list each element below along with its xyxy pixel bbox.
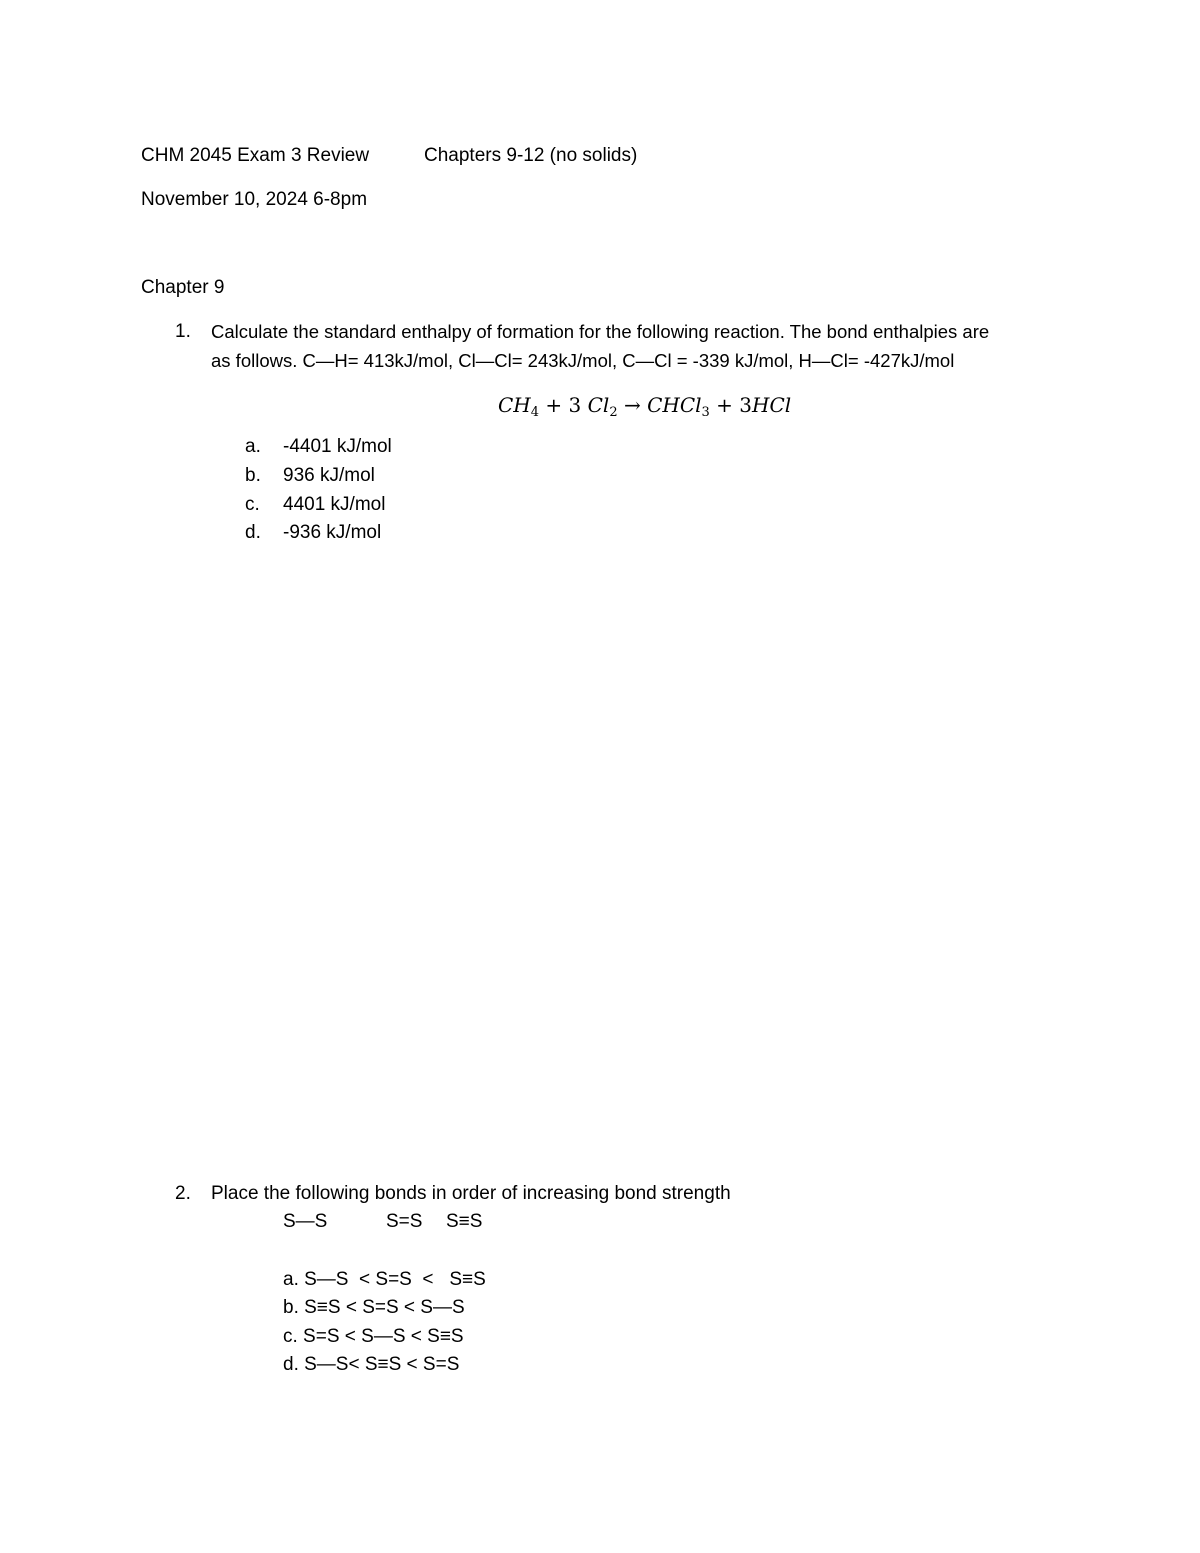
question-2-option-d: d. S—S< S≡S < S=S	[283, 1354, 460, 1375]
question-2-option-a: a. S—S < S=S < S≡S	[283, 1269, 486, 1290]
exam-date: November 10, 2024 6-8pm	[141, 189, 368, 210]
question-1-option-d: d. -936 kJ/mol	[245, 522, 382, 543]
bond-double: S=S	[386, 1211, 423, 1232]
chapter-heading: Chapter 9	[141, 277, 225, 298]
chapter-scope: Chapters 9-12 (no solids)	[424, 145, 638, 166]
question-2-number: 2.	[175, 1183, 191, 1204]
question-1-option-c: c. 4401 kJ/mol	[245, 494, 386, 515]
course-title: CHM 2045 Exam 3 Review	[141, 145, 370, 166]
reaction-equation: $CH_4 + 3$ $Cl_2$ → CHCl$_3$ + 3HCl	[498, 393, 792, 420]
question-2-option-b: b. S≡S < S=S < S—S	[283, 1297, 465, 1318]
question-1-option-b: b. 936 kJ/mol	[245, 465, 375, 486]
bond-triple: S≡S	[446, 1211, 483, 1232]
question-1-text-line1: Calculate the standard enthalpy of formation for the following reaction. The bond enthalpies are	[211, 321, 990, 342]
question-1-number: 1.	[175, 321, 191, 342]
question-2-text: Place the following bonds in order of increasing bond strength	[211, 1183, 731, 1204]
bond-single: S—S	[283, 1211, 328, 1232]
question-2-option-c: c. S=S < S—S < S≡S	[283, 1326, 464, 1347]
question-1-option-a: a. -4401 kJ/mol	[245, 436, 392, 457]
question-1-text-line2: as follows. C—H= 413kJ/mol, Cl—Cl= 243kJ/mol, C—Cl = -339 kJ/mol, H—Cl= -427kJ/mol	[211, 350, 955, 371]
